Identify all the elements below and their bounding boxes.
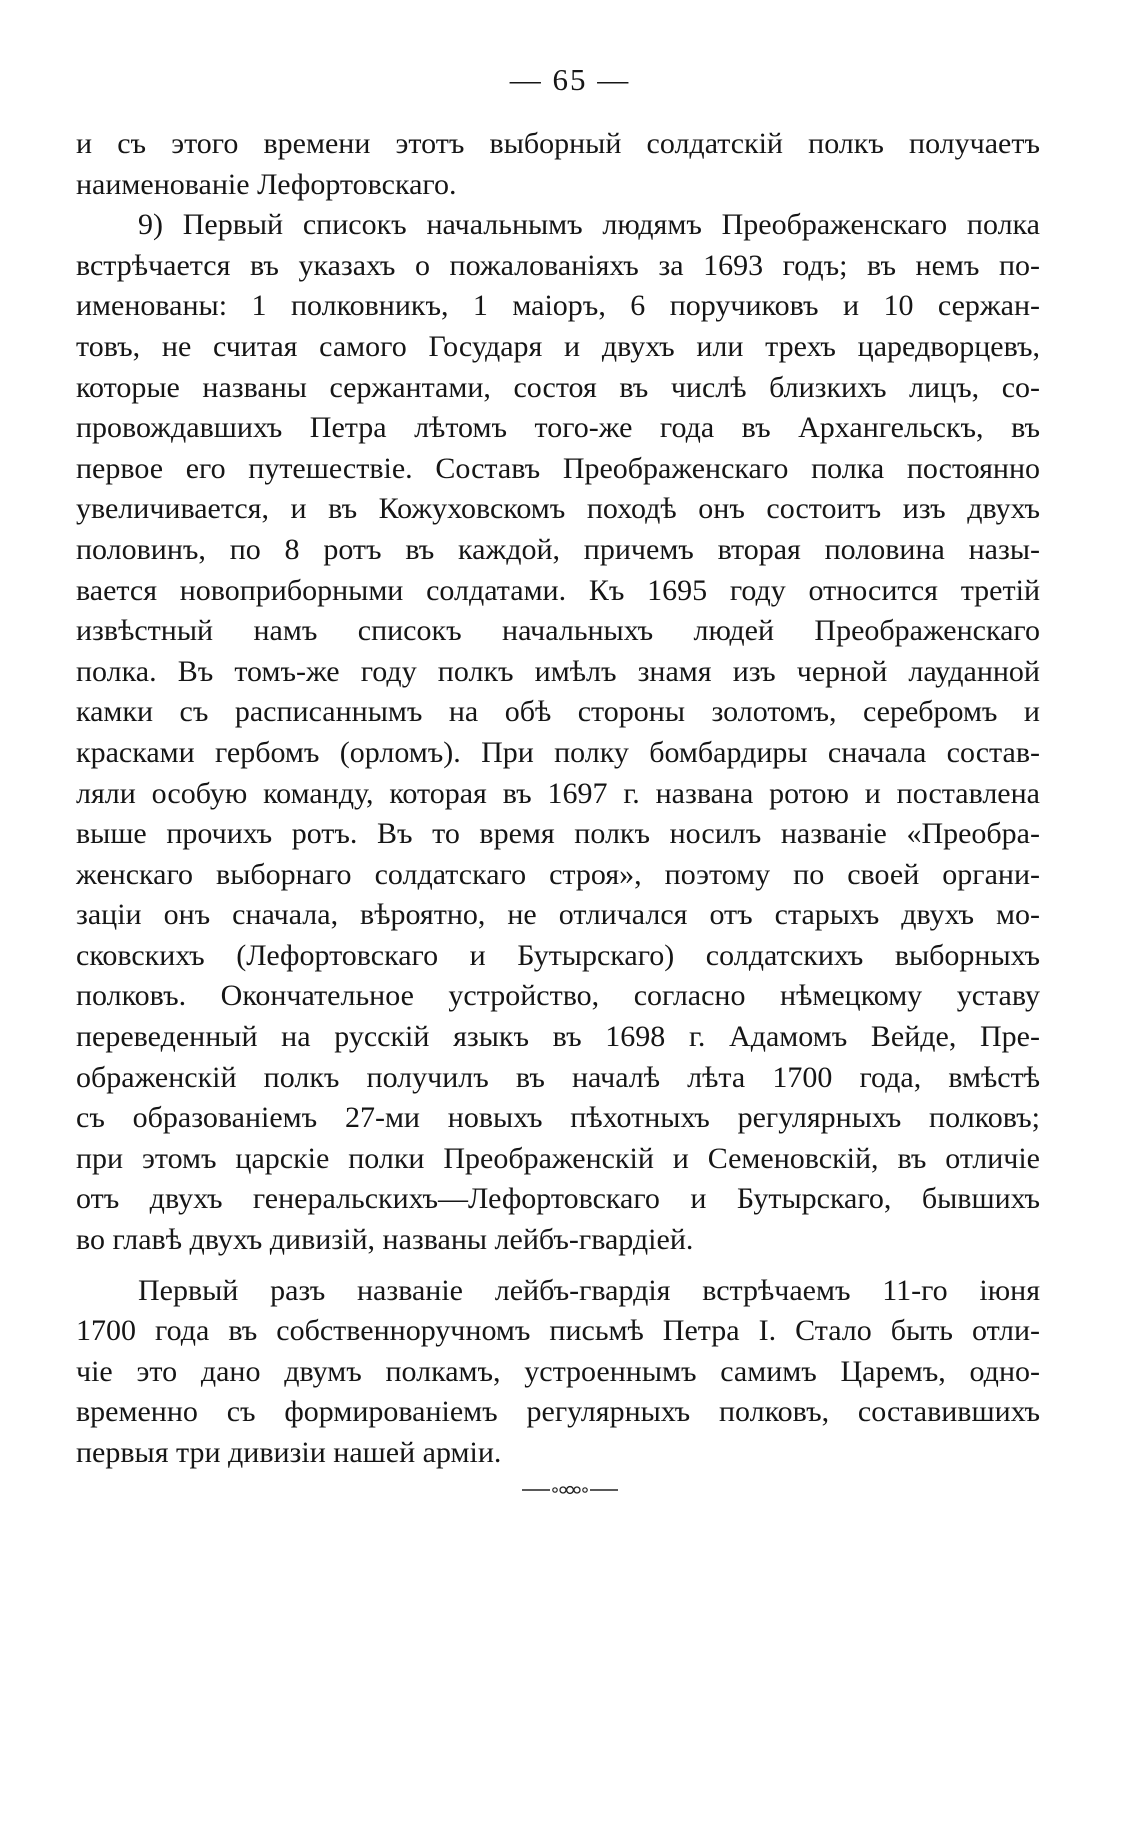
text-line: извѣстный намъ списокъ начальныхъ людей Преображенскаго: [76, 614, 1040, 648]
text-line: 9) Первый списокъ начальнымъ людямъ Преображенскаго полка: [138, 208, 1040, 242]
text-line: первыя три дивизіи нашей арміи.: [76, 1436, 502, 1469]
body-text: [76, 124, 1040, 1474]
text-line: встрѣчается въ указахъ о пожалованіяхъ за 1693 годъ; въ немъ по-: [76, 248, 1040, 282]
end-ornament-icon: [0, 1482, 1140, 1498]
ornament-rule-icon: [522, 1483, 618, 1497]
text-line: 1700 года въ собственноручномъ письмѣ Петра I. Стало быть отли-: [76, 1314, 1040, 1348]
text-line: ображенскій полкъ получилъ въ началѣ лѣта 1700 года, вмѣстѣ: [76, 1060, 1040, 1094]
text-line: сковскихъ (Лефортовскаго и Бутырскаго) солдатскихъ выборныхъ: [76, 938, 1040, 972]
paragraph-2: [76, 205, 1040, 1260]
text-line: полковъ. Окончательное устройство, согласно нѣмецкому уставу: [76, 979, 1040, 1013]
text-line: временно съ формированіемъ регулярныхъ полковъ, составившихъ: [76, 1395, 1040, 1429]
paragraph-3: [76, 1271, 1040, 1474]
text-line: выше прочихъ ротъ. Въ то время полкъ носилъ названіе «Преобра-: [76, 817, 1040, 851]
text-line: чіе это дано двумъ полкамъ, устроеннымъ самимъ Царемъ, одно-: [76, 1354, 1040, 1388]
paragraph-1: [76, 124, 1040, 205]
text-line: товъ, не считая самого Государя и двухъ или трехъ царедворцевъ,: [76, 329, 1040, 363]
text-line: Первый разъ названіе лейбъ-гвардія встрѣчаемъ 11-го іюня: [138, 1273, 1040, 1307]
text-line: полка. Въ томъ-же году полкъ имѣлъ знамя изъ черной лауданной: [76, 654, 1040, 688]
paragraph-gap: [76, 1261, 1040, 1271]
text-line: именованы: 1 полковникъ, 1 маіоръ, 6 поручиковъ и 10 сержан-: [76, 289, 1040, 323]
text-line: красками гербомъ (орломъ). При полку бомбардиры сначала состав-: [76, 735, 1040, 769]
text-line: и съ этого времени этотъ выборный солдатскій полкъ получаетъ: [76, 127, 1040, 160]
text-line: первое его путешествіе. Составъ Преображенскаго полка постоянно: [76, 451, 1040, 485]
text-line: вается новоприборными солдатами. Къ 1695 году относится третій: [76, 573, 1040, 607]
text-line: увеличивается, и въ Кожуховскомъ походѣ онъ состоитъ изъ двухъ: [76, 492, 1040, 526]
text-line: наименованіе Лефортовскаго.: [76, 167, 457, 201]
text-line: съ образованіемъ 27-ми новыхъ пѣхотныхъ регулярныхъ полковъ;: [76, 1101, 1040, 1135]
text-line: камки съ расписаннымъ на обѣ стороны золотомъ, серебромъ и: [76, 695, 1040, 729]
text-line: ляли особую команду, которая въ 1697 г. названа ротою и поставлена: [76, 776, 1040, 810]
text-line: женскаго выборнаго солдатскаго строя», поэтому по своей органи-: [76, 857, 1040, 891]
text-line: переведенный на русскій языкъ въ 1698 г. Адамомъ Вейде, Пре-: [76, 1020, 1040, 1054]
text-line: половинъ, по 8 ротъ въ каждой, причемъ вторая половина назы-: [76, 532, 1040, 566]
text-line: которые названы сержантами, состоя въ числѣ близкихъ лицъ, со-: [76, 370, 1040, 404]
text-line: отъ двухъ генеральскихъ—Лефортовскаго и Бутырскаго, бывшихъ: [76, 1182, 1040, 1216]
text-line: заціи онъ сначала, вѣроятно, не отличался отъ старыхъ двухъ мо-: [76, 898, 1040, 932]
page-number: — 65 —: [509, 62, 631, 97]
text-line: провождавшихъ Петра лѣтомъ того-же года въ Архангельскъ, въ: [76, 411, 1040, 445]
text-line: во главѣ двухъ дивизій, названы лейбъ-гвардіей.: [76, 1223, 694, 1257]
text-line: при этомъ царскіе полки Преображенскій и Семеновскій, въ отличіе: [76, 1141, 1040, 1175]
